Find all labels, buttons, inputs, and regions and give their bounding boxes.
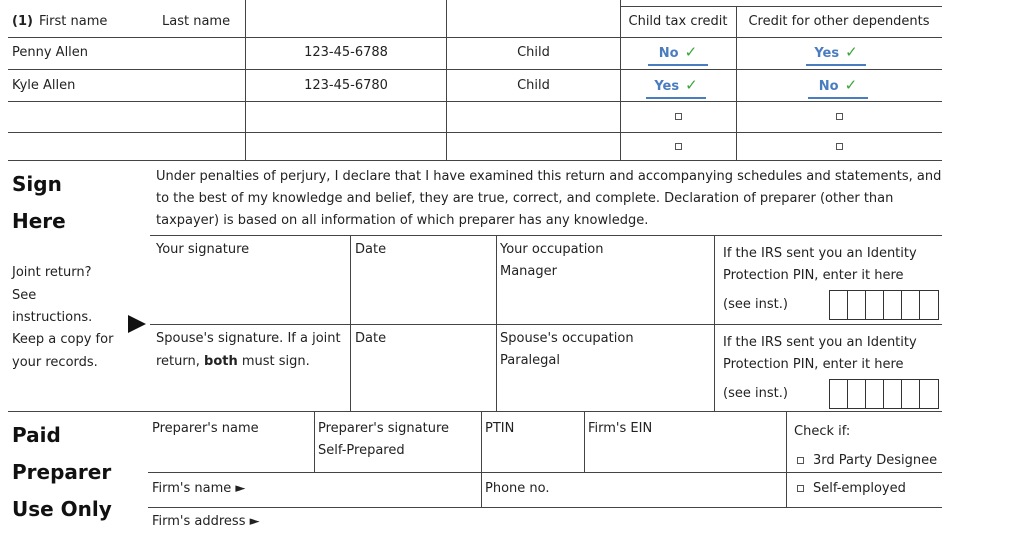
paid-title: Paid — [12, 423, 61, 447]
child-tax-credit-checkbox[interactable] — [675, 113, 682, 120]
declaration-line: taxpayer) is based on all information of which preparer has any knowledge. — [156, 213, 649, 228]
declaration-line: Under penalties of perjury, I declare that I have examined this return and accompanying schedules and statements, and — [156, 169, 942, 184]
self-employed-label: Self-employed — [813, 481, 906, 496]
self-employed-checkbox[interactable] — [797, 485, 804, 492]
spouse-signature-note: return, both must sign. — [156, 354, 310, 369]
grid-line — [150, 324, 942, 325]
grid-line — [150, 235, 942, 236]
credit-other-checkbox[interactable] — [836, 143, 843, 150]
side-note: See — [12, 288, 37, 303]
row-line — [8, 69, 942, 70]
column-divider — [350, 235, 351, 411]
answer-text: No — [818, 79, 839, 94]
credit-other-answer[interactable] — [806, 43, 866, 66]
your-occupation-value[interactable]: Manager — [500, 264, 557, 279]
dependent-ssn: 123-45-6780 — [304, 78, 388, 93]
firm-address-field[interactable]: Firm's address ► — [152, 514, 260, 529]
firm-ein-field[interactable]: Firm's EIN — [588, 421, 653, 436]
dependent-first-name: Kyle Allen — [12, 78, 76, 93]
credit-other-dependents-header: Credit for other dependents — [748, 14, 930, 29]
dependent-ssn: 123-45-6788 — [304, 45, 388, 60]
see-inst-label: (see inst.) — [723, 386, 788, 401]
date-field[interactable]: Date — [355, 242, 387, 257]
checkmark-icon: ✓ — [685, 76, 698, 94]
ip-pin-label: If the IRS sent you an Identity — [723, 246, 917, 261]
row-line — [8, 132, 942, 133]
preparer-title: Preparer — [12, 460, 112, 484]
column-divider — [496, 235, 497, 411]
preparer-signature-label: Preparer's signature — [318, 421, 450, 436]
declaration-line: to the best of my knowledge and belief, they are true, correct, and complete. Declaration of preparer (other than — [156, 191, 894, 206]
column-divider — [714, 235, 715, 411]
section-divider — [8, 411, 942, 412]
check-if-label: Check if: — [794, 424, 851, 439]
dependents-num-label: (1) — [12, 14, 33, 29]
firm-name-field[interactable]: Firm's name ► — [152, 481, 246, 496]
side-note: your records. — [12, 355, 98, 370]
dependent-relationship: Child — [517, 78, 550, 93]
last-name-header: Last name — [162, 14, 231, 29]
dependent-relationship: Child — [517, 45, 550, 60]
use-only-title: Use Only — [12, 497, 112, 521]
third-party-designee-checkbox[interactable] — [797, 457, 804, 464]
column-divider — [584, 412, 585, 472]
side-note: Keep a copy for — [12, 332, 114, 347]
side-note: instructions. — [12, 310, 93, 325]
arrow-right-icon — [128, 315, 146, 333]
third-party-designee-label: 3rd Party Designee — [813, 453, 938, 468]
ip-pin-label: If the IRS sent you an Identity — [723, 335, 917, 350]
spouse-occupation-value[interactable]: Paralegal — [500, 353, 560, 368]
checkmark-icon: ✓ — [684, 43, 698, 61]
child-tax-credit-header: Child tax credit — [628, 14, 728, 29]
column-divider — [620, 0, 621, 160]
credit-other-checkbox[interactable] — [836, 113, 843, 120]
child-tax-credit-answer[interactable] — [646, 76, 706, 99]
row-line — [8, 160, 942, 161]
spouse-date-field[interactable]: Date — [355, 331, 387, 346]
your-signature-field[interactable]: Your signature — [156, 242, 250, 257]
side-note: Joint return? — [12, 265, 92, 280]
spouse-occupation-label: Spouse's occupation — [500, 331, 634, 346]
answer-text: Yes — [814, 46, 840, 61]
first-name-header: First name — [39, 14, 108, 29]
child-tax-credit-answer[interactable] — [648, 43, 708, 66]
spouse-signature-label[interactable]: Spouse's signature. If a joint — [156, 331, 341, 346]
sign-title: Sign — [12, 172, 62, 196]
answer-text: Yes — [654, 79, 680, 94]
preparer-signature-value[interactable]: Self-Prepared — [318, 443, 405, 458]
your-occupation-label: Your occupation — [500, 242, 604, 257]
row-line — [8, 37, 942, 38]
header-top-line — [620, 6, 942, 7]
column-divider — [736, 6, 737, 160]
credit-other-answer[interactable] — [808, 76, 868, 99]
spouse-identity-pin-input[interactable] — [829, 379, 939, 409]
grid-line — [148, 507, 942, 508]
phone-number-field[interactable]: Phone no. — [485, 481, 550, 496]
checkmark-icon: ✓ — [845, 43, 858, 61]
answer-text: No — [658, 46, 679, 61]
checkmark-icon: ✓ — [844, 76, 858, 94]
ptin-field[interactable]: PTIN — [485, 421, 515, 436]
see-inst-label: (see inst.) — [723, 297, 788, 312]
column-divider — [314, 412, 315, 472]
ip-pin-label: Protection PIN, enter it here — [723, 268, 904, 283]
column-divider — [786, 412, 787, 507]
identity-pin-input[interactable] — [829, 290, 939, 320]
ip-pin-label: Protection PIN, enter it here — [723, 357, 904, 372]
child-tax-credit-checkbox[interactable] — [675, 143, 682, 150]
preparer-name-field[interactable]: Preparer's name — [152, 421, 259, 436]
here-title: Here — [12, 209, 66, 233]
row-line — [8, 101, 942, 102]
column-divider — [481, 412, 482, 507]
dependent-first-name: Penny Allen — [12, 45, 89, 60]
grid-line — [148, 472, 942, 473]
